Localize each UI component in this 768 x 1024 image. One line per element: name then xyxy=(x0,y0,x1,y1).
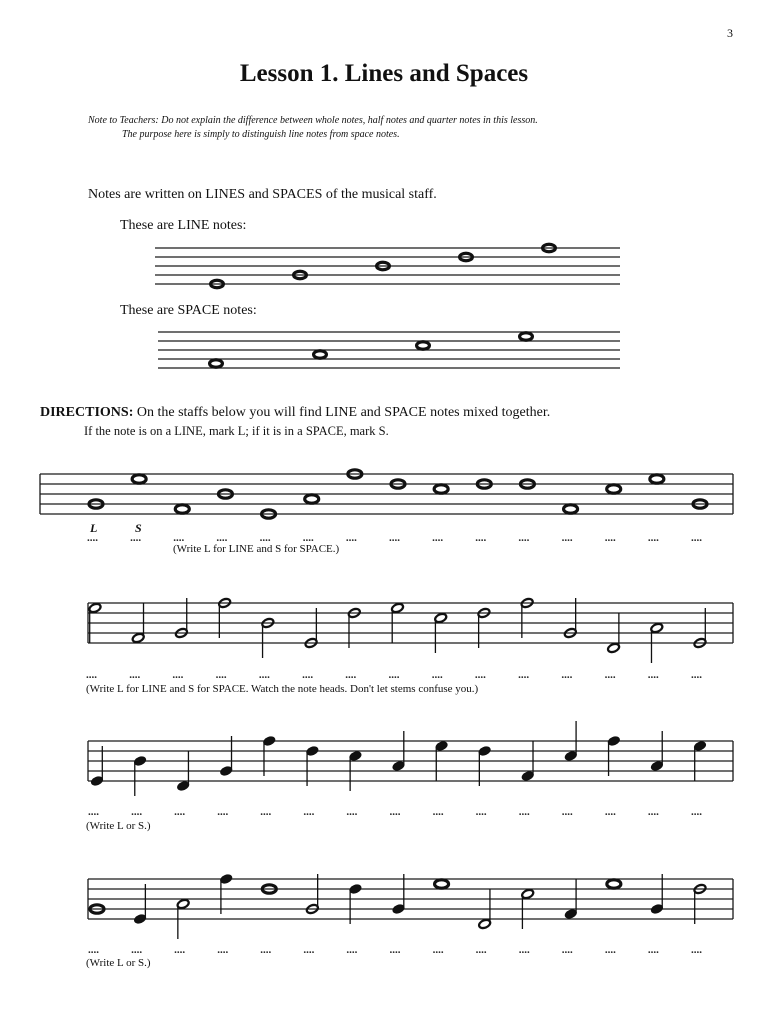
exercise2-answer-blank: .... xyxy=(86,669,97,681)
exercise1-whole-note xyxy=(607,485,621,493)
exercise2-answer-blank: .... xyxy=(129,669,141,681)
exercise4-answer-blank: .... xyxy=(346,944,358,956)
exercise3-answer-blank: .... xyxy=(604,806,616,818)
exercise4-answer-blank: .... xyxy=(174,944,186,956)
exercise4-answer-blank: .... xyxy=(561,944,573,956)
exercise1-answer-blank: .... xyxy=(345,532,357,544)
exercise3-answer-blank: .... xyxy=(647,806,659,818)
exercise2-caption: (Write L for LINE and S for SPACE. Watch the note heads. Don't let stems confuse you.) xyxy=(86,683,479,695)
example-answer: L xyxy=(90,521,98,535)
exercise1-answer-blank: .... xyxy=(518,532,530,544)
exercise2-answer-blank: .... xyxy=(561,669,573,681)
exercise3-answer-blank: .... xyxy=(691,806,702,818)
exercise3-answer-blank: .... xyxy=(518,806,530,818)
exercise2-answer-blank: .... xyxy=(345,669,357,681)
directions-line-2: If the note is on a LINE, mark L; if it is in a SPACE, mark S. xyxy=(84,424,389,438)
exercise2-answer-blank: .... xyxy=(302,669,314,681)
space-notes-whole-note xyxy=(314,351,327,359)
exercise4-answer-blank: .... xyxy=(647,944,659,956)
exercise1-answer-blank: .... xyxy=(87,532,98,544)
exercise4-answer-blank: .... xyxy=(604,944,616,956)
exercise3-answer-blank: .... xyxy=(475,806,487,818)
exercise1-whole-note xyxy=(564,505,578,513)
exercise1-answer-blank: .... xyxy=(173,532,185,544)
exercise1-answer-blank: .... xyxy=(432,532,444,544)
exercise1-answer-blank: .... xyxy=(216,532,228,544)
exercise2-answer-blank: .... xyxy=(691,669,702,681)
exercise3-answer-blank: .... xyxy=(88,806,99,818)
exercise2-answer-blank: .... xyxy=(474,669,486,681)
exercise3-answer-blank: .... xyxy=(432,806,444,818)
exercise4-answer-blank: .... xyxy=(303,944,315,956)
space-notes-whole-note xyxy=(210,360,223,368)
teacher-note-line-2: The purpose here is simply to distinguish line notes from space notes. xyxy=(122,129,400,140)
exercise3-answer-blank: .... xyxy=(561,806,573,818)
exercise1-whole-note xyxy=(650,475,664,483)
exercise1-answer-blank: .... xyxy=(475,532,487,544)
page-number: 3 xyxy=(727,26,733,40)
exercise1-answer-blank: .... xyxy=(130,532,142,544)
exercise4-answer-blank: .... xyxy=(691,944,702,956)
exercise1-answer-blank: .... xyxy=(647,532,659,544)
exercise4-answer-blank: .... xyxy=(217,944,229,956)
exercise4-answer-blank: .... xyxy=(518,944,530,956)
exercise4-whole-note xyxy=(607,880,621,888)
space-notes-whole-note xyxy=(520,333,533,341)
intro-text: Notes are written on LINES and SPACES of the musical staff. xyxy=(88,187,437,202)
exercise2-answer-blank: .... xyxy=(647,669,659,681)
exercise3-answer-blank: .... xyxy=(303,806,315,818)
exercise2-answer-blank: .... xyxy=(518,669,530,681)
exercise3-answer-blank: .... xyxy=(260,806,272,818)
teacher-note-line-1: Note to Teachers: Do not explain the difference between whole notes, half notes and quarter notes in this lesson. xyxy=(88,115,538,126)
exercise2-answer-blank: .... xyxy=(258,669,270,681)
exercise2-answer-blank: .... xyxy=(388,669,400,681)
exercise1-answer-blank: .... xyxy=(604,532,616,544)
space-notes-label: These are SPACE notes: xyxy=(120,303,257,318)
page-title: Lesson 1. Lines and Spaces xyxy=(239,60,529,87)
exercise4-answer-blank: .... xyxy=(260,944,272,956)
exercise4-answer-blank: .... xyxy=(131,944,143,956)
exercise4-answer-blank: .... xyxy=(475,944,487,956)
exercise1-answer-blank: .... xyxy=(259,532,271,544)
exercise3-answer-blank: .... xyxy=(131,806,143,818)
exercise3-answer-blank: .... xyxy=(389,806,401,818)
exercise3-caption: (Write L or S.) xyxy=(86,820,151,832)
exercise2-answer-blank: .... xyxy=(215,669,227,681)
exercise1-answer-blank: .... xyxy=(691,532,702,544)
exercise4-answer-blank: .... xyxy=(432,944,444,956)
exercise1-caption: (Write L for LINE and S for SPACE.) xyxy=(173,543,340,555)
exercise1-whole-note xyxy=(305,495,319,503)
exercise1-whole-note xyxy=(434,485,448,493)
exercise1-whole-note xyxy=(132,475,146,483)
directions-lead: DIRECTIONS: xyxy=(40,405,134,420)
exercise4-caption: (Write L or S.) xyxy=(86,957,151,969)
space-notes-whole-note xyxy=(417,342,430,350)
line-notes-label: These are LINE notes: xyxy=(120,218,247,233)
exercise4-answer-blank: .... xyxy=(389,944,401,956)
exercise2-answer-blank: .... xyxy=(431,669,443,681)
exercise3-answer-blank: .... xyxy=(217,806,229,818)
exercise2-answer-blank: .... xyxy=(172,669,184,681)
exercise2-answer-blank: .... xyxy=(604,669,616,681)
exercise1-whole-note xyxy=(175,505,189,513)
exercise4-whole-note xyxy=(435,880,449,888)
exercise3-answer-blank: .... xyxy=(346,806,358,818)
directions-text: On the staffs below you will find LINE and SPACE notes mixed together. xyxy=(133,405,551,420)
example-answer: S xyxy=(135,521,142,535)
exercise1-answer-blank: .... xyxy=(389,532,400,544)
exercise1-answer-blank: .... xyxy=(561,532,573,544)
exercise3-answer-blank: .... xyxy=(174,806,186,818)
exercise1-answer-blank: .... xyxy=(302,532,314,544)
exercise4-answer-blank: .... xyxy=(88,944,99,956)
